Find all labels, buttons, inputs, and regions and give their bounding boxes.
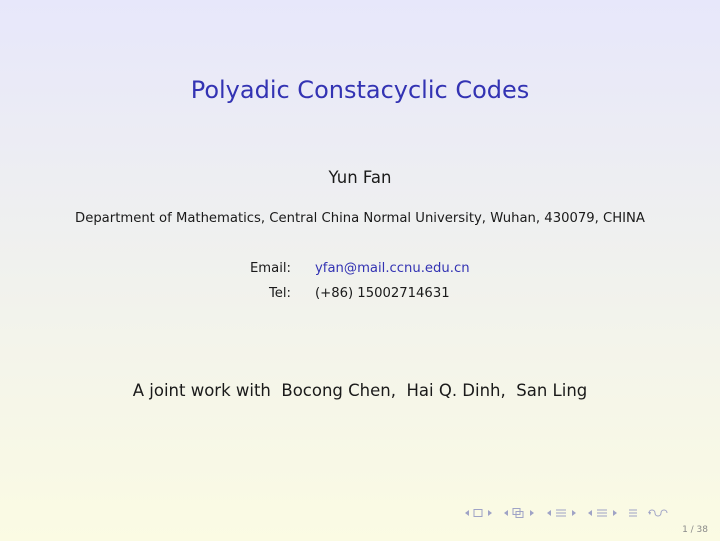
nav-subsection-icon[interactable] — [503, 507, 537, 519]
nav-search-icon[interactable] — [647, 507, 669, 519]
page-number: 1 / 38 — [682, 525, 708, 535]
beamer-navigation-bar — [464, 506, 678, 520]
coauthor-3: San Ling — [516, 381, 588, 400]
nav-align-icon[interactable] — [628, 507, 638, 519]
nav-section-icon[interactable] — [546, 507, 578, 519]
email-link[interactable]: yfan@mail.ccnu.edu.cn — [315, 261, 470, 276]
coauthor-1: Bocong Chen, — [281, 381, 396, 400]
tel-label: Tel: — [268, 286, 291, 301]
coauthor-2: Hai Q. Dinh, — [406, 381, 506, 400]
contact-info — [0, 261, 720, 311]
author-name: Yun Fan — [328, 168, 392, 187]
slide-title: Polyadic Constacyclic Codes — [190, 76, 530, 104]
joint-work-line — [0, 381, 720, 400]
email-row — [0, 261, 720, 286]
email-label: Email: — [249, 261, 291, 276]
author-affiliation: Department of Mathematics, Central China Normal University, Wuhan, 430079, CHINA — [75, 211, 645, 226]
tel-row — [0, 286, 720, 311]
nav-frame-icon[interactable] — [464, 507, 494, 519]
tel-value: (+86) 15002714631 — [315, 286, 450, 301]
nav-document-icon[interactable] — [587, 507, 619, 519]
joint-work-prefix: A joint work with — [132, 381, 271, 400]
